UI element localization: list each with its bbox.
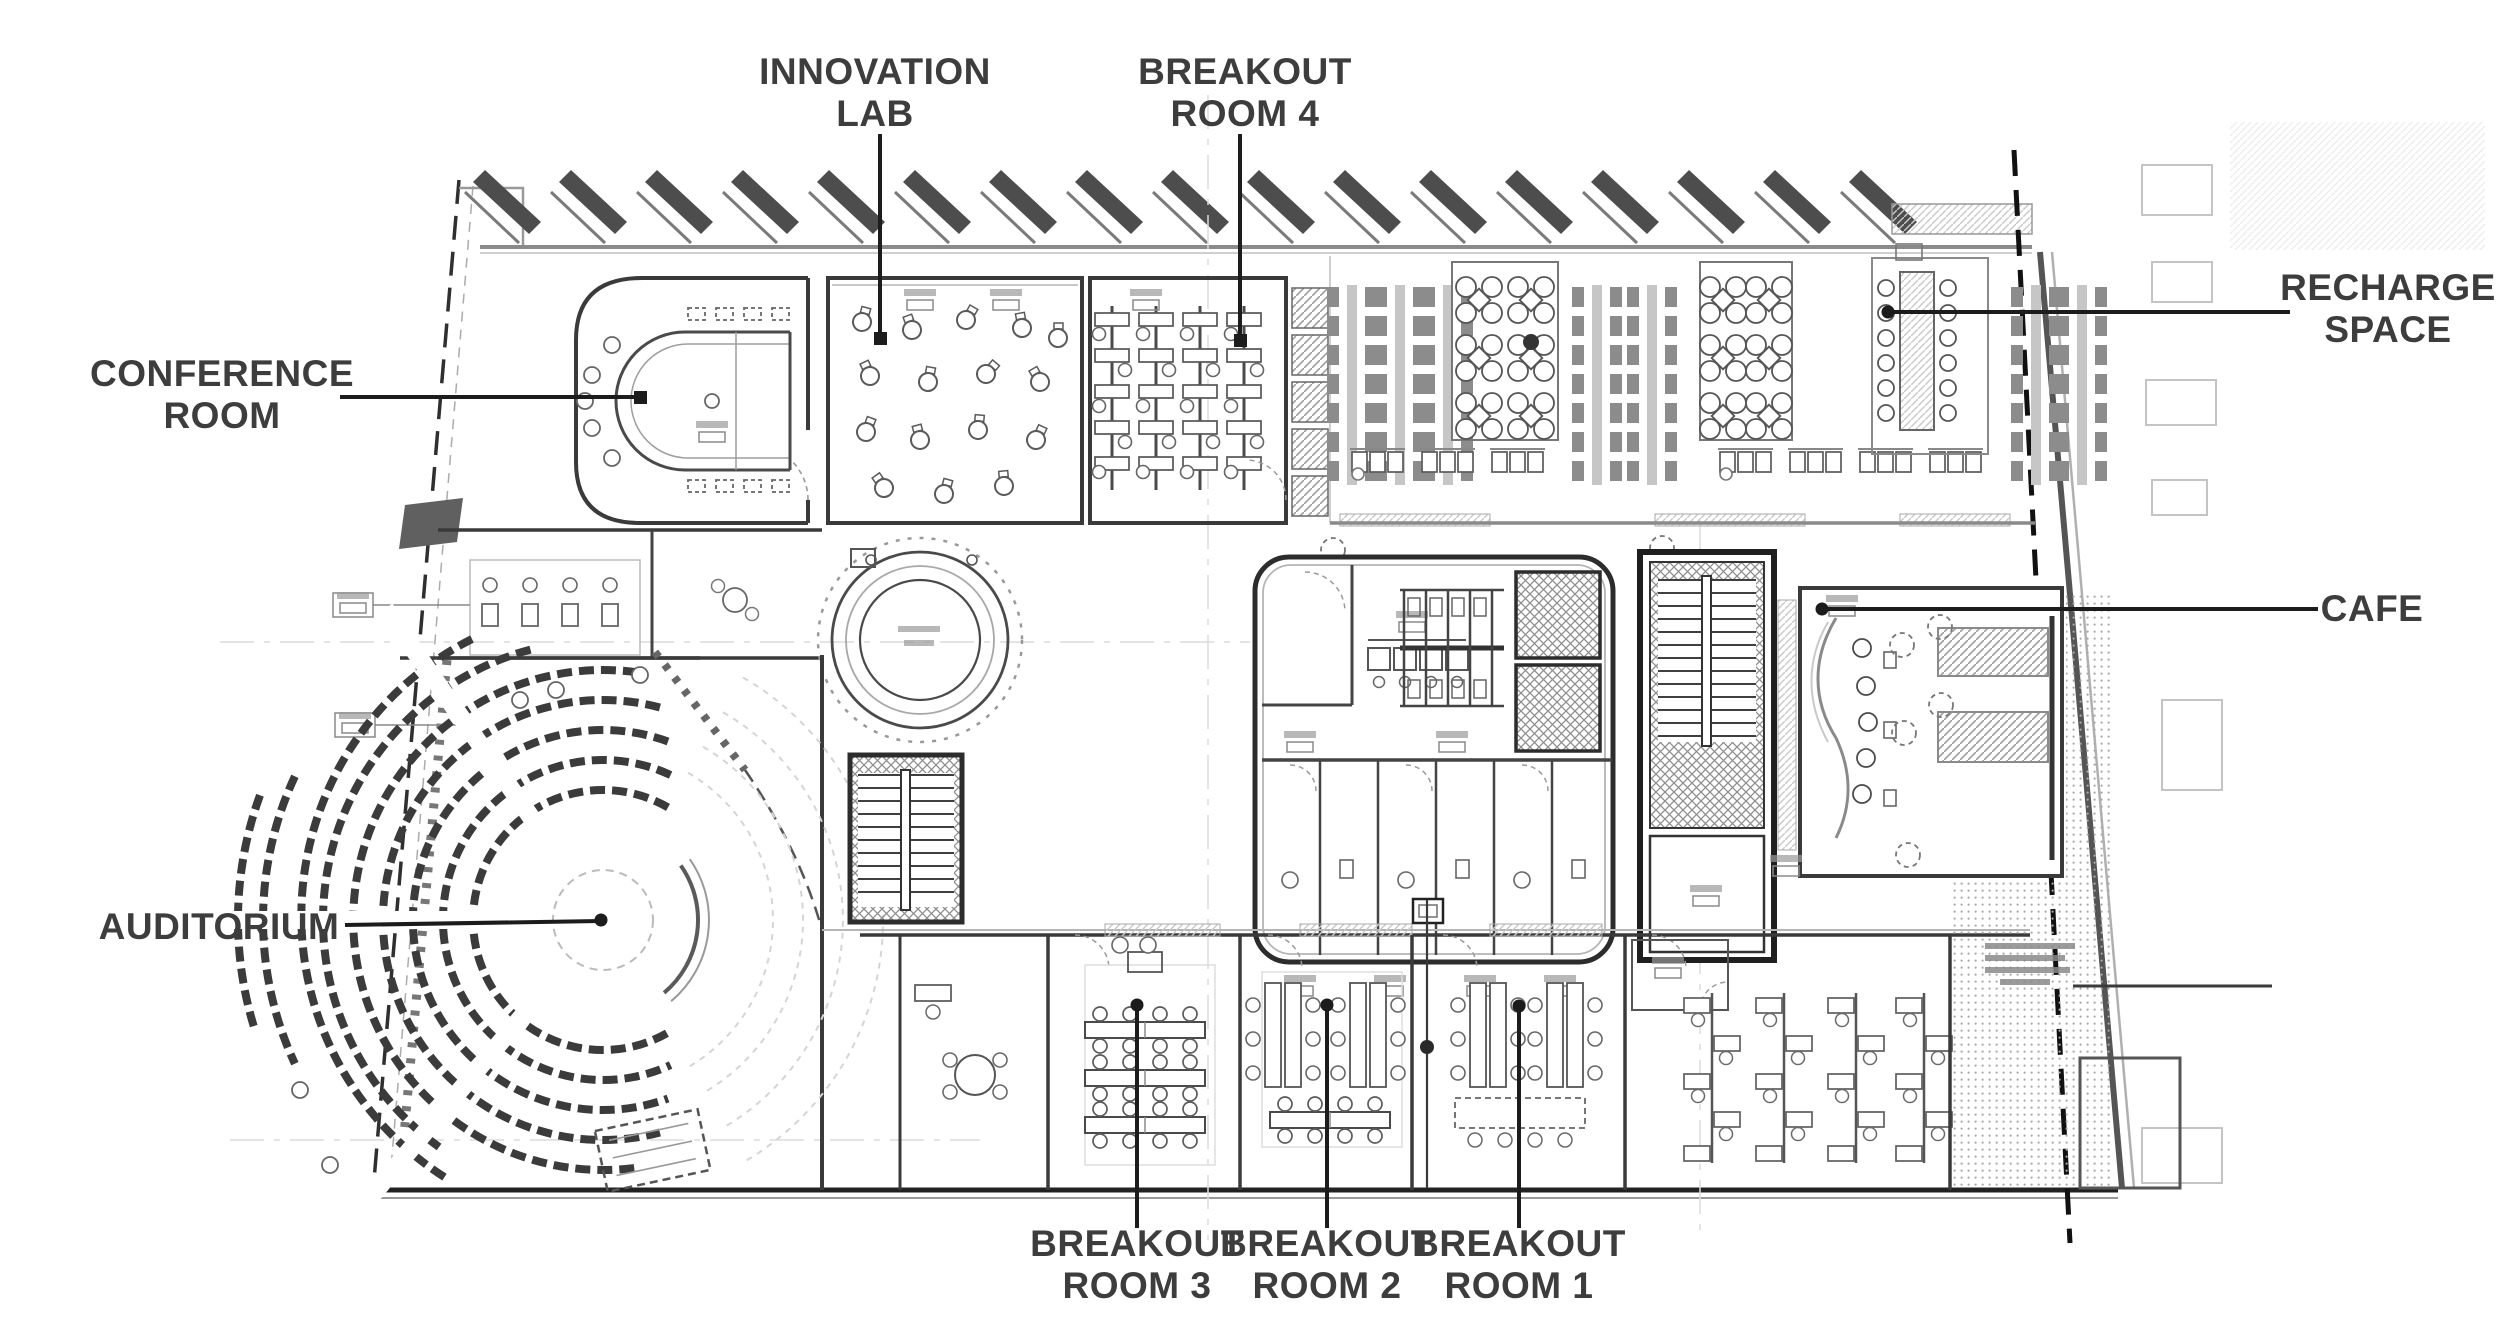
innovation-lab — [828, 278, 1082, 523]
label-innovation-lab: INNOVATION — [759, 51, 991, 92]
label-breakout-room-4-2: ROOM 4 — [1170, 93, 1320, 134]
west-stair — [850, 755, 962, 922]
label-breakout-room-3-2: ROOM 3 — [1062, 1265, 1212, 1306]
label-breakout-room-2-2: ROOM 2 — [1252, 1265, 1402, 1306]
conference-room — [576, 278, 808, 523]
stair-elevator-tower — [1640, 552, 1796, 960]
label-breakout-room-2: BREAKOUT — [1220, 1223, 1434, 1264]
callout-recharge-space — [1882, 267, 2496, 350]
terrace — [1950, 880, 2180, 1190]
label-breakout-room-1-2: ROOM 1 — [1444, 1265, 1594, 1306]
south-small-rooms — [900, 935, 1007, 1190]
label-auditorium: AUDITORIUM — [98, 906, 340, 947]
callout-conference-room — [90, 353, 647, 436]
label-breakout-room-4: BREAKOUT — [1138, 51, 1352, 92]
label-conference-room: CONFERENCE — [89, 353, 355, 394]
callout-innovation-lab — [759, 51, 991, 345]
label-recharge-space: RECHARGE — [2280, 267, 2496, 308]
label-innovation-lab-2: LAB — [836, 93, 914, 134]
round-room — [818, 538, 1022, 742]
south-office — [1632, 940, 1952, 1163]
label-cafe: CAFE — [2320, 588, 2424, 629]
open-office-north — [1321, 256, 2101, 562]
recharge-space — [1872, 244, 1988, 454]
sawtooth-roof — [465, 170, 2032, 243]
label-conference-room-2: ROOM — [163, 395, 281, 436]
label-breakout-room-3: BREAKOUT — [1030, 1223, 1244, 1264]
label-breakout-room-1: BREAKOUT — [1412, 1223, 1626, 1264]
skylight-shafts — [1292, 288, 1328, 516]
breakout-room-4 — [1090, 278, 1286, 523]
callout-breakout-room-3 — [1030, 999, 1244, 1307]
cafe — [1800, 588, 2110, 878]
breakout-room-3 — [1048, 935, 1240, 1190]
label-recharge-space-2: SPACE — [2324, 309, 2452, 350]
